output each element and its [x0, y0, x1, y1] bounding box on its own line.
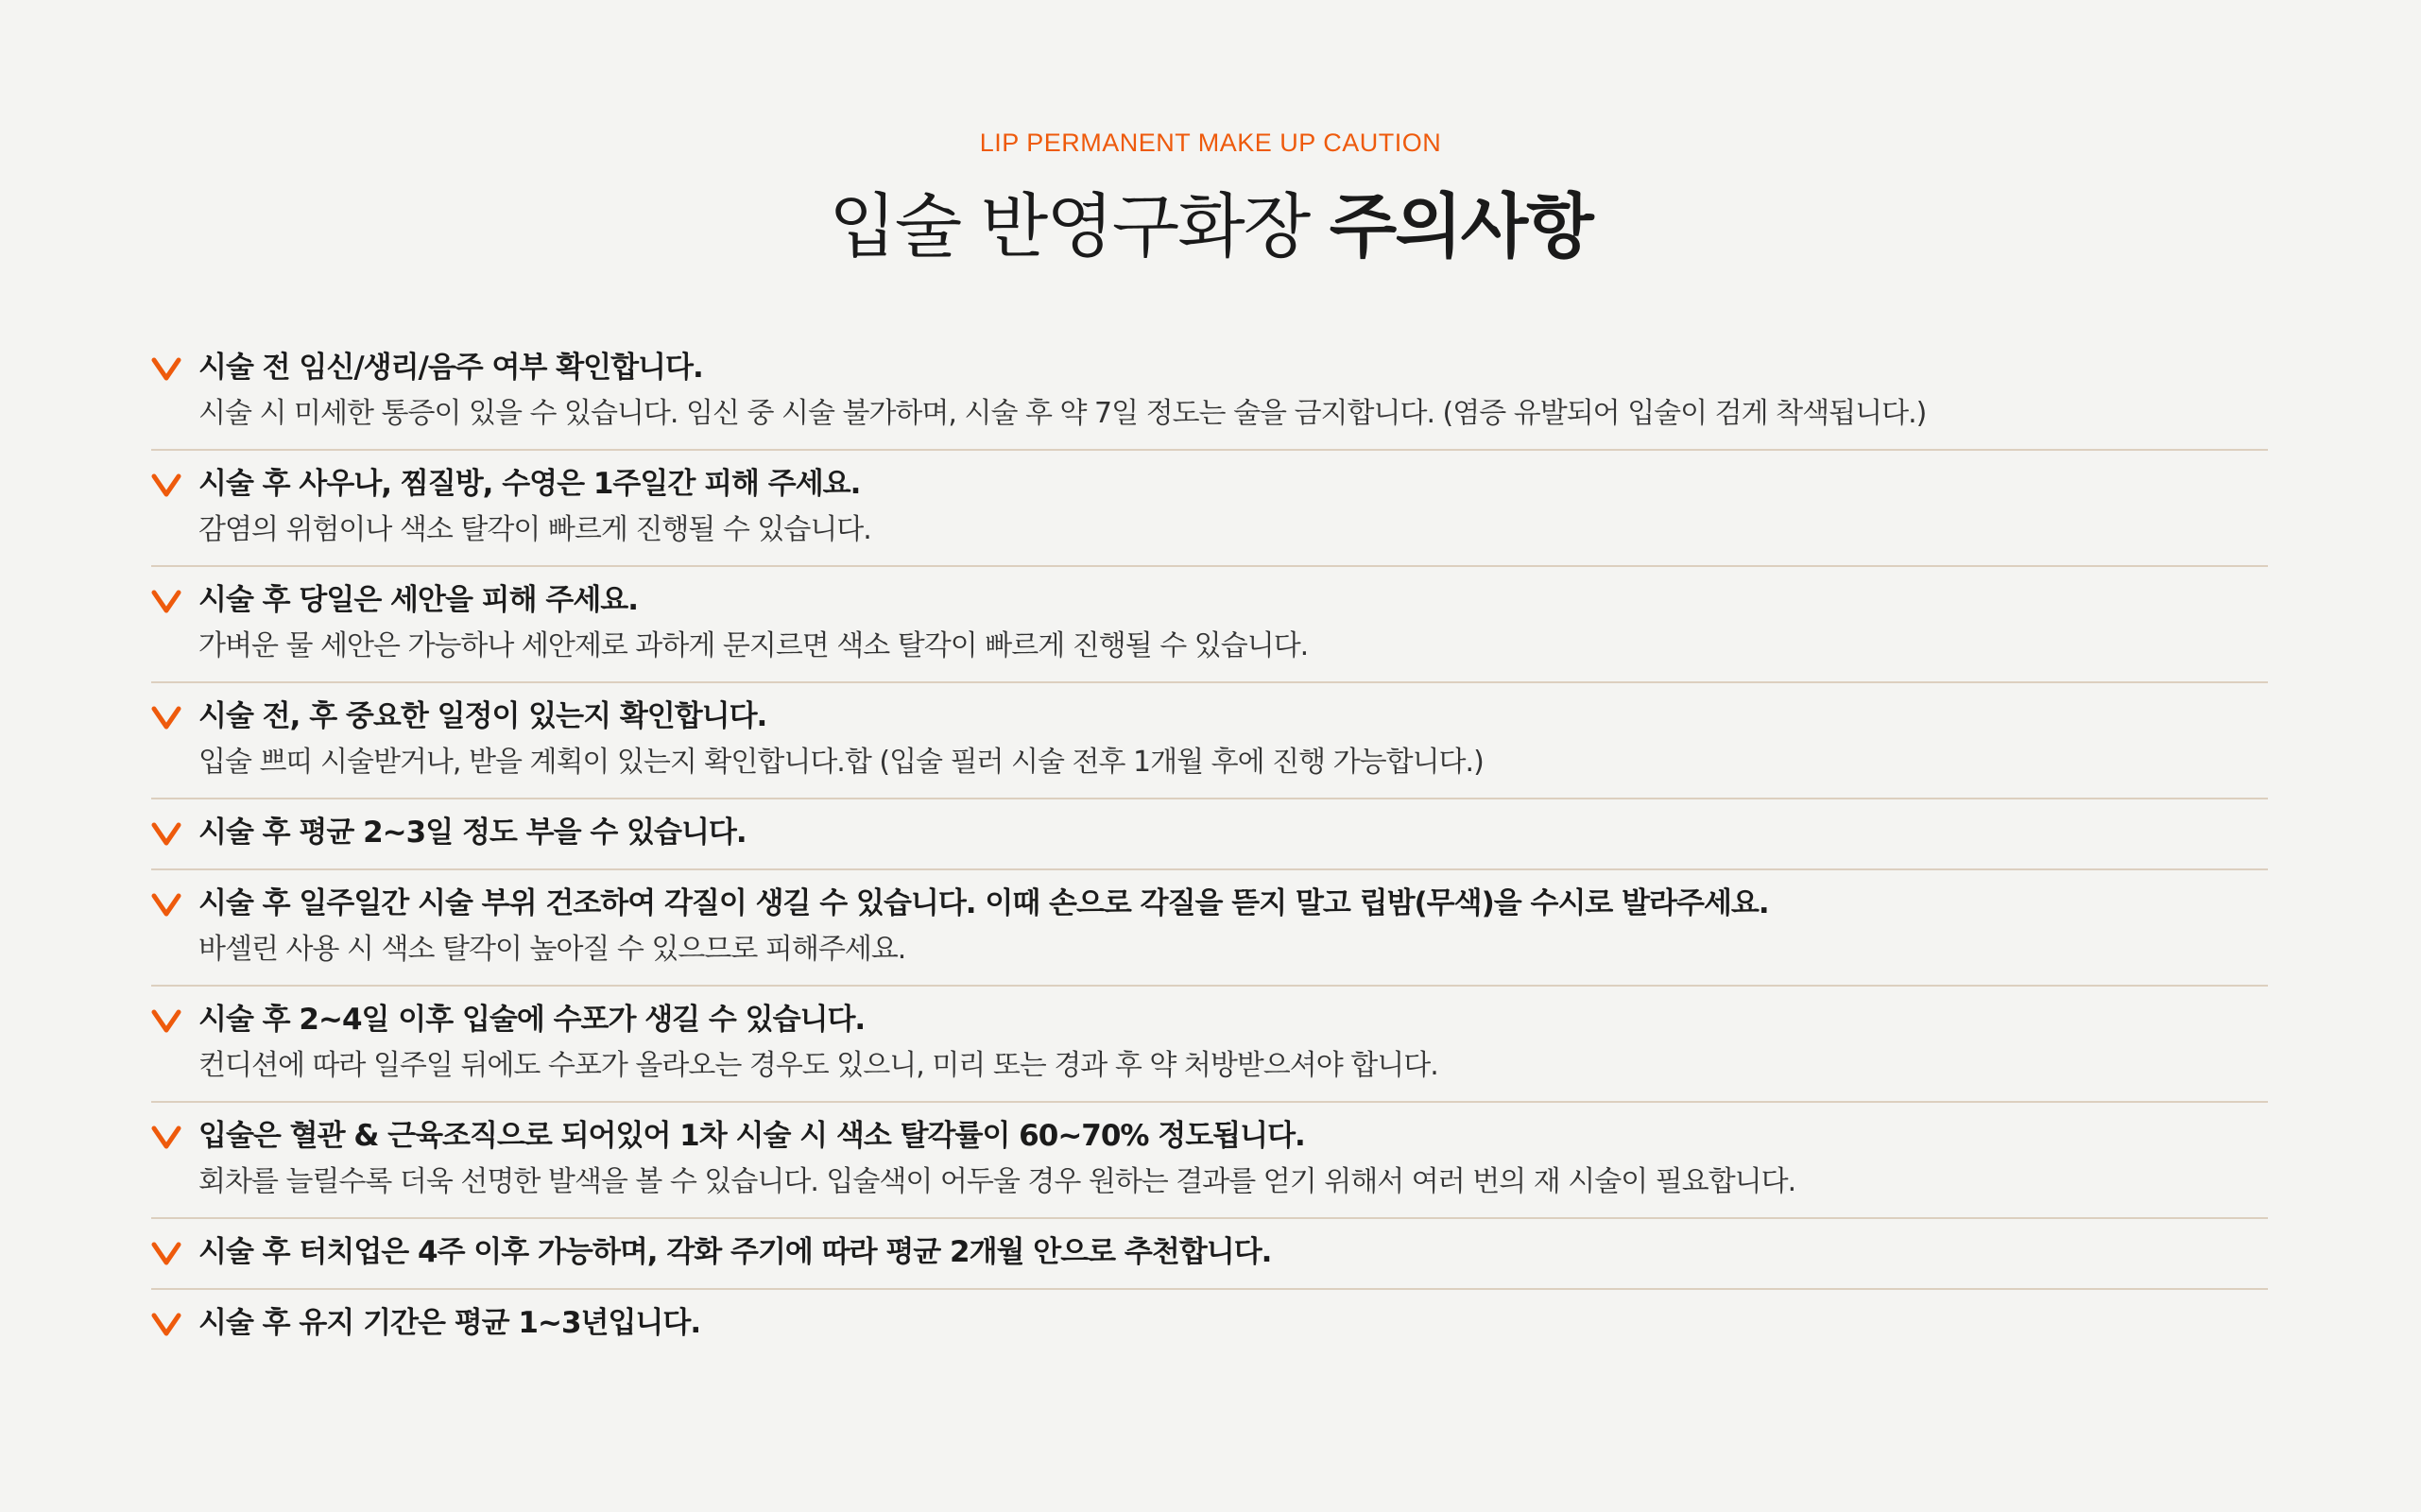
caution-item	[151, 451, 2268, 567]
caution-item-heading: 시술 전, 후 중요한 일정이 있는지 확인합니다.	[198, 699, 767, 733]
caution-item-heading: 시술 후 터치업은 4주 이후 가능하며, 각화 주기에 따라 평균 2개월 안으로 추천합니다.	[198, 1235, 1272, 1269]
chevron-down-icon	[151, 1313, 181, 1337]
caution-item	[151, 1219, 2268, 1290]
chevron-down-icon	[151, 1125, 181, 1150]
page-title	[0, 178, 2421, 276]
page-title-light: 입술 반영구화장	[829, 186, 1310, 267]
caution-item-description: 감염의 위험이나 색소 탈각이 빠르게 진행될 수 있습니다.	[198, 513, 871, 546]
chevron-down-icon	[151, 357, 181, 382]
caution-item	[151, 335, 2268, 451]
chevron-down-icon	[151, 473, 181, 498]
chevron-down-icon	[151, 590, 181, 614]
caution-item-heading: 시술 후 일주일간 시술 부위 건조하여 각질이 생길 수 있습니다. 이때 손으로 각질을 뜯지 말고 립밤(무색)을 수시로 발라주세요.	[198, 886, 1769, 920]
caution-item-heading: 입술은 혈관 & 근육조직으로 되어있어 1차 시술 시 색소 탈각률이 60~70% 정도됩니다.	[198, 1119, 1305, 1153]
caution-item-description: 컨디션에 따라 일주일 뒤에도 수포가 올라오는 경우도 있으니, 미리 또는 경과 후 약 처방받으셔야 합니다.	[198, 1049, 1438, 1082]
caution-item-description: 회차를 늘릴수록 더욱 선명한 발색을 볼 수 있습니다. 입술색이 어두울 경우 원하는 결과를 얻기 위해서 여러 번의 재 시술이 필요합니다.	[198, 1165, 1796, 1198]
caution-item-heading: 시술 후 2~4일 이후 입술에 수포가 생길 수 있습니다.	[198, 1003, 866, 1037]
section-eyebrow: LIP PERMANENT MAKE UP CAUTION	[979, 129, 1442, 157]
caution-item-heading: 시술 후 평균 2~3일 정도 부을 수 있습니다.	[198, 816, 747, 850]
caution-item	[151, 1103, 2268, 1219]
caution-item	[151, 567, 2268, 683]
chevron-down-icon	[151, 822, 181, 847]
caution-item-description: 가벼운 물 세안은 가능하나 세안제로 과하게 문지르면 색소 탈각이 빠르게 진행될 수 있습니다.	[198, 629, 1309, 662]
chevron-down-icon	[151, 1242, 181, 1266]
caution-item-description: 시술 시 미세한 통증이 있을 수 있습니다. 임신 중 시술 불가하며, 시술 후 약 7일 정도는 술을 금지합니다. (염증 유발되어 입술이 검게 착색됩니다.)	[198, 397, 1927, 430]
caution-item-description: 바셀린 사용 시 색소 탈각이 높아질 수 있으므로 피해주세요.	[198, 933, 906, 966]
caution-item	[151, 799, 2268, 870]
page-title-bold: 주의사항	[1329, 186, 1592, 267]
caution-item	[151, 1290, 2268, 1359]
caution-item-heading: 시술 후 당일은 세안을 피해 주세요.	[198, 583, 638, 617]
caution-item-heading: 시술 후 유지 기간은 평균 1~3년입니다.	[198, 1306, 701, 1340]
caution-item	[151, 987, 2268, 1103]
caution-item-heading: 시술 후 사우나, 찜질방, 수영은 1주일간 피해 주세요.	[198, 467, 861, 501]
caution-list	[151, 335, 2268, 1359]
caution-item	[151, 870, 2268, 987]
chevron-down-icon	[151, 706, 181, 730]
caution-item-description: 입술 쁘띠 시술받거나, 받을 계획이 있는지 확인합니다.합 (입술 필러 시술 전후 1개월 후에 진행 가능합니다.)	[198, 746, 1484, 779]
chevron-down-icon	[151, 1009, 181, 1034]
caution-item	[151, 683, 2268, 799]
caution-item-heading: 시술 전 임신/생리/음주 여부 확인합니다.	[198, 351, 703, 385]
chevron-down-icon	[151, 893, 181, 918]
